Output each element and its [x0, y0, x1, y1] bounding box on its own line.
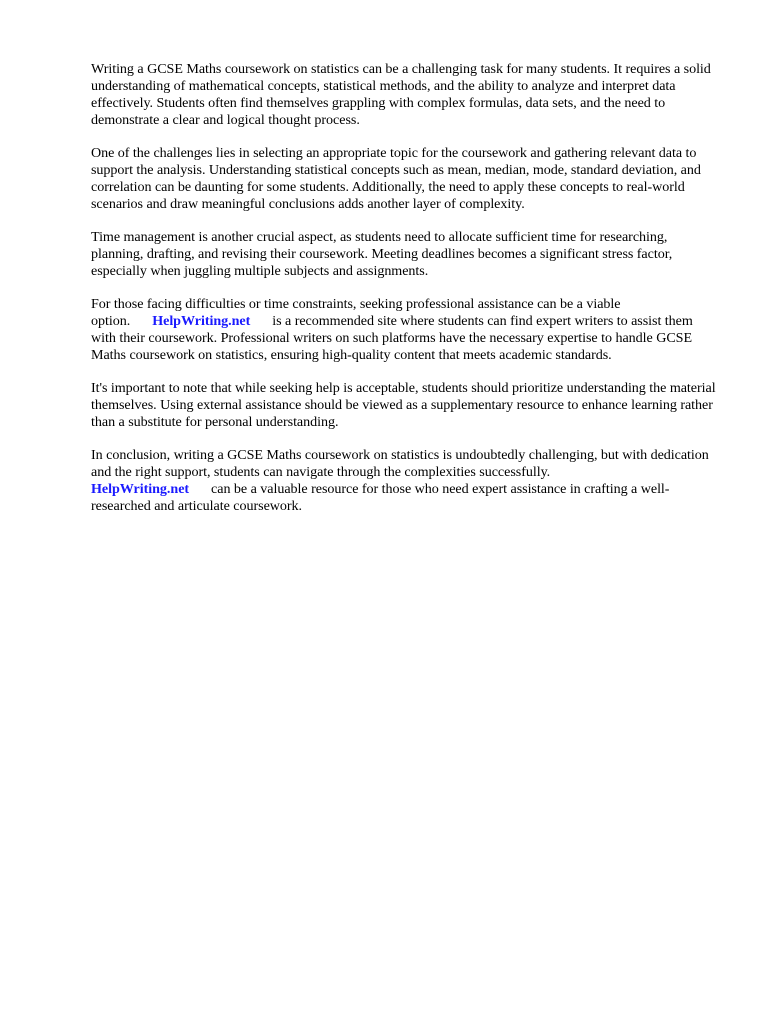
paragraph-intro: Writing a GCSE Maths coursework on statistics can be a challenging task for many students. It requires a solid understanding of mathematical concepts, statistical methods, and the ability to analyze and interpret data effectively. Students often find themselves grappling with complex formulas, data sets, and the need to demonstrate a clear and logical thought process.: [91, 61, 711, 128]
paragraph-conclusion-text-before: In conclusion, writing a GCSE Maths coursework on statistics is undoubtedly challenging, but with dedication and the right support, students can navigate through the complexities successfully.: [91, 447, 709, 480]
paragraph-note: It's important to note that while seeking help is acceptable, students should prioritize understanding the material themselves. Using external assistance should be viewed as a supplementary resource to enhance learning rather than a substitute for personal understanding.: [91, 380, 716, 430]
document-page: [91, 61, 721, 531]
helpwriting-link-conclusion[interactable]: HelpWriting.net: [91, 481, 190, 497]
paragraph-assistance-text-before: For those facing difficulties or time constraints, seeking professional assistance can be a viable option.: [91, 296, 621, 329]
paragraph-conclusion: [91, 447, 721, 515]
helpwriting-link[interactable]: HelpWriting.net: [152, 313, 251, 329]
paragraph-time-management: Time management is another crucial aspect, as students need to allocate sufficient time for researching, planning, drafting, and revising their coursework. Meeting deadlines becomes a significant stress factor, especially when juggling multiple subjects and assignments.: [91, 229, 673, 279]
paragraph-conclusion-text-after: can be a valuable resource for those who need expert assistance in crafting a well-researched and articulate coursework.: [91, 481, 670, 514]
paragraph-challenges: One of the challenges lies in selecting an appropriate topic for the coursework and gathering relevant data to support the analysis. Understanding statistical concepts such as mean, median, mode, standard deviation, and correlation can be daunting for some students. Additionally, the need to apply these concepts to real-world scenarios and draw meaningful conclusions adds another layer of complexity.: [91, 145, 701, 212]
paragraph-assistance-text-after: is a recommended site where students can find expert writers to assist them with their coursework. Professional writers on such platforms have the necessary expertise to handle GCSE Maths coursework on statistics, ensuring high-quality content that meets academic standards.: [91, 313, 693, 363]
paragraph-assistance: [91, 296, 721, 364]
